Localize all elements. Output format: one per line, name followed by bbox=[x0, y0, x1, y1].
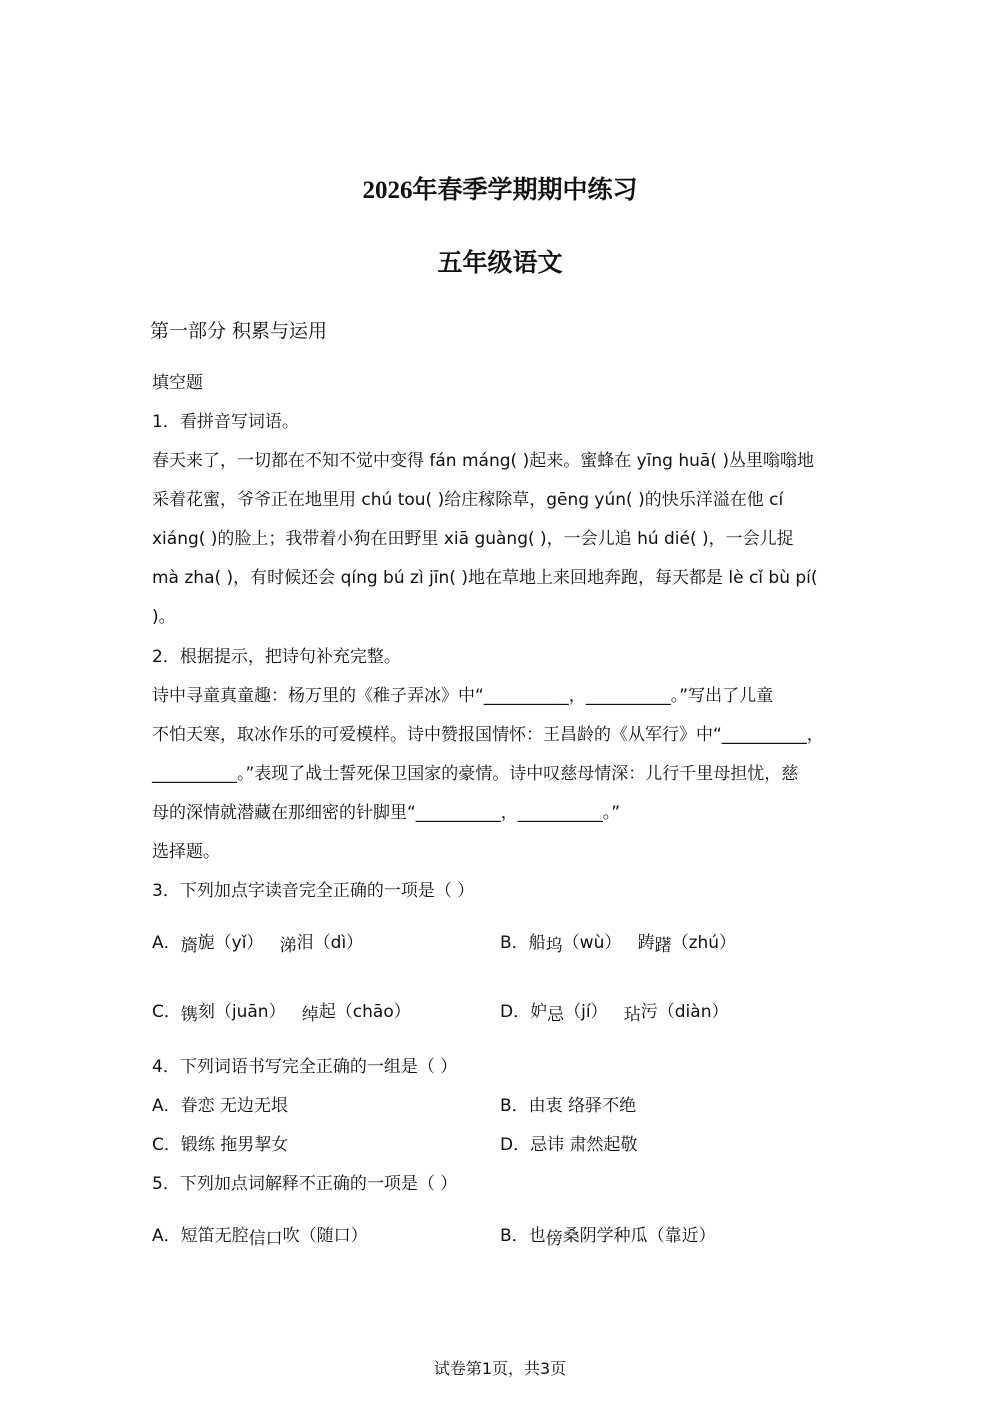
option-letter: A． bbox=[152, 933, 181, 953]
dotted-char: 坞 bbox=[545, 936, 563, 956]
pinyin: （jí） bbox=[564, 1002, 608, 1022]
dotted-char: 躇 bbox=[654, 936, 672, 956]
page-footer: 试卷第1页，共3页 bbox=[433, 1359, 567, 1378]
question-2-line: __________。”表现了战士誓死保卫国家的豪情。诗中叹慈母情深：儿行千里母担忧，慈 bbox=[152, 764, 799, 784]
q4-option-d: D．忌讳 肃然起敬 bbox=[500, 1135, 638, 1155]
option-letter: B． bbox=[500, 1226, 529, 1246]
question-2-line: 不怕天寒，取冰作乐的可爱模样。诗中赞报国情怀：王昌龄的《从军行》中“__________， bbox=[152, 725, 824, 745]
question-2-line: 诗中寻童真童趣：杨万里的《稚子弄冰》中“__________，__________。”写出了儿童 bbox=[152, 686, 774, 706]
question-1-line: xiáng( )的脸上；我带着小狗在田野里 xiā guàng( )，一会儿追 hú dié( )，一会儿捉 bbox=[152, 529, 794, 549]
dotted-word: 傍 bbox=[545, 1229, 563, 1249]
section-fill-heading: 填空题 bbox=[152, 373, 203, 393]
word-char: 旎 bbox=[197, 933, 215, 953]
pinyin: （dì） bbox=[313, 933, 364, 953]
question-1-line: 采着花蜜，爷爷正在地里用 chú tou( )给庄稼除草，gēng yún( )的快乐洋溢在他 cí bbox=[152, 490, 784, 510]
word-char: 妒 bbox=[530, 1002, 548, 1022]
q3-option-c bbox=[152, 1000, 411, 1024]
q4-option-c: C．锻练 拖男挈女 bbox=[152, 1135, 289, 1155]
dotted-char: 旖 bbox=[180, 936, 198, 956]
q4-option-b: B．由衷 络驿不绝 bbox=[500, 1096, 637, 1116]
question-5-stem: 5．下列加点词解释不正确的一项是（ ） bbox=[152, 1174, 458, 1194]
word-char: 污 bbox=[640, 1002, 658, 1022]
question-1-stem: 1．看拼音写词语。 bbox=[152, 412, 299, 432]
exam-subtitle: 五年级语文 bbox=[437, 248, 563, 277]
question-1-line: )。 bbox=[152, 607, 176, 627]
section-choice-heading: 选择题。 bbox=[152, 842, 220, 862]
pinyin: （wù） bbox=[562, 933, 622, 953]
q5-option-b bbox=[500, 1224, 716, 1248]
pinyin: （diàn） bbox=[657, 1002, 729, 1022]
q4-option-a: A．眷恋 无边无垠 bbox=[152, 1096, 289, 1116]
dotted-word: 信口 bbox=[248, 1229, 283, 1249]
part-heading: 第一部分 积累与运用 bbox=[150, 320, 328, 342]
word-char: 刻 bbox=[197, 1002, 215, 1022]
question-2-stem: 2．根据提示，把诗句补充完整。 bbox=[152, 647, 401, 667]
question-4-stem: 4．下列词语书写完全正确的一组是（ ） bbox=[152, 1057, 458, 1077]
option-text: 桑阴学种瓜（靠近） bbox=[562, 1226, 716, 1246]
q3-option-a bbox=[152, 931, 363, 955]
word-char: 船 bbox=[528, 933, 546, 953]
pinyin: （yǐ） bbox=[214, 933, 264, 953]
q3-option-b bbox=[500, 931, 736, 955]
pinyin: （zhú） bbox=[671, 933, 737, 953]
question-1-line: mà zha( )，有时候还会 qíng bú zì jīn( )地在草地上来回地奔跑，每天都是 lè cǐ bù pí( bbox=[152, 568, 818, 588]
word-char: 踌 bbox=[637, 933, 655, 953]
option-letter: A． bbox=[152, 1226, 181, 1246]
q3-option-d bbox=[500, 1000, 728, 1024]
dotted-char: 绰 bbox=[301, 1005, 319, 1025]
question-2-line: 母的深情就潜藏在那细密的针脚里“__________，__________。” bbox=[152, 803, 621, 823]
dotted-char: 镌 bbox=[180, 1005, 198, 1025]
exam-title: 2026年春季学期期中练习 bbox=[362, 177, 638, 204]
question-3-stem: 3．下列加点字读音完全正确的一项是（ ） bbox=[152, 881, 475, 901]
word-char: 泪 bbox=[296, 933, 314, 953]
option-letter: C． bbox=[152, 1002, 181, 1022]
dotted-char: 忌 bbox=[547, 1005, 565, 1025]
option-letter: B． bbox=[500, 933, 529, 953]
dotted-char: 涕 bbox=[279, 936, 297, 956]
option-letter: D． bbox=[500, 1002, 531, 1022]
option-text: 吹（随口） bbox=[282, 1226, 368, 1246]
option-text: 也 bbox=[528, 1226, 546, 1246]
option-text: 短笛无腔 bbox=[180, 1226, 249, 1246]
word-char: 起 bbox=[318, 1002, 336, 1022]
pinyin: （chāo） bbox=[335, 1002, 411, 1022]
q5-option-a bbox=[152, 1224, 368, 1248]
pinyin: （juān） bbox=[214, 1002, 286, 1022]
question-1-line: 春天来了，一切都在不知不觉中变得 fán máng( )起来。蜜蜂在 yīng huā( )丛里嗡嗡地 bbox=[152, 451, 814, 471]
dotted-char: 玷 bbox=[623, 1005, 641, 1025]
